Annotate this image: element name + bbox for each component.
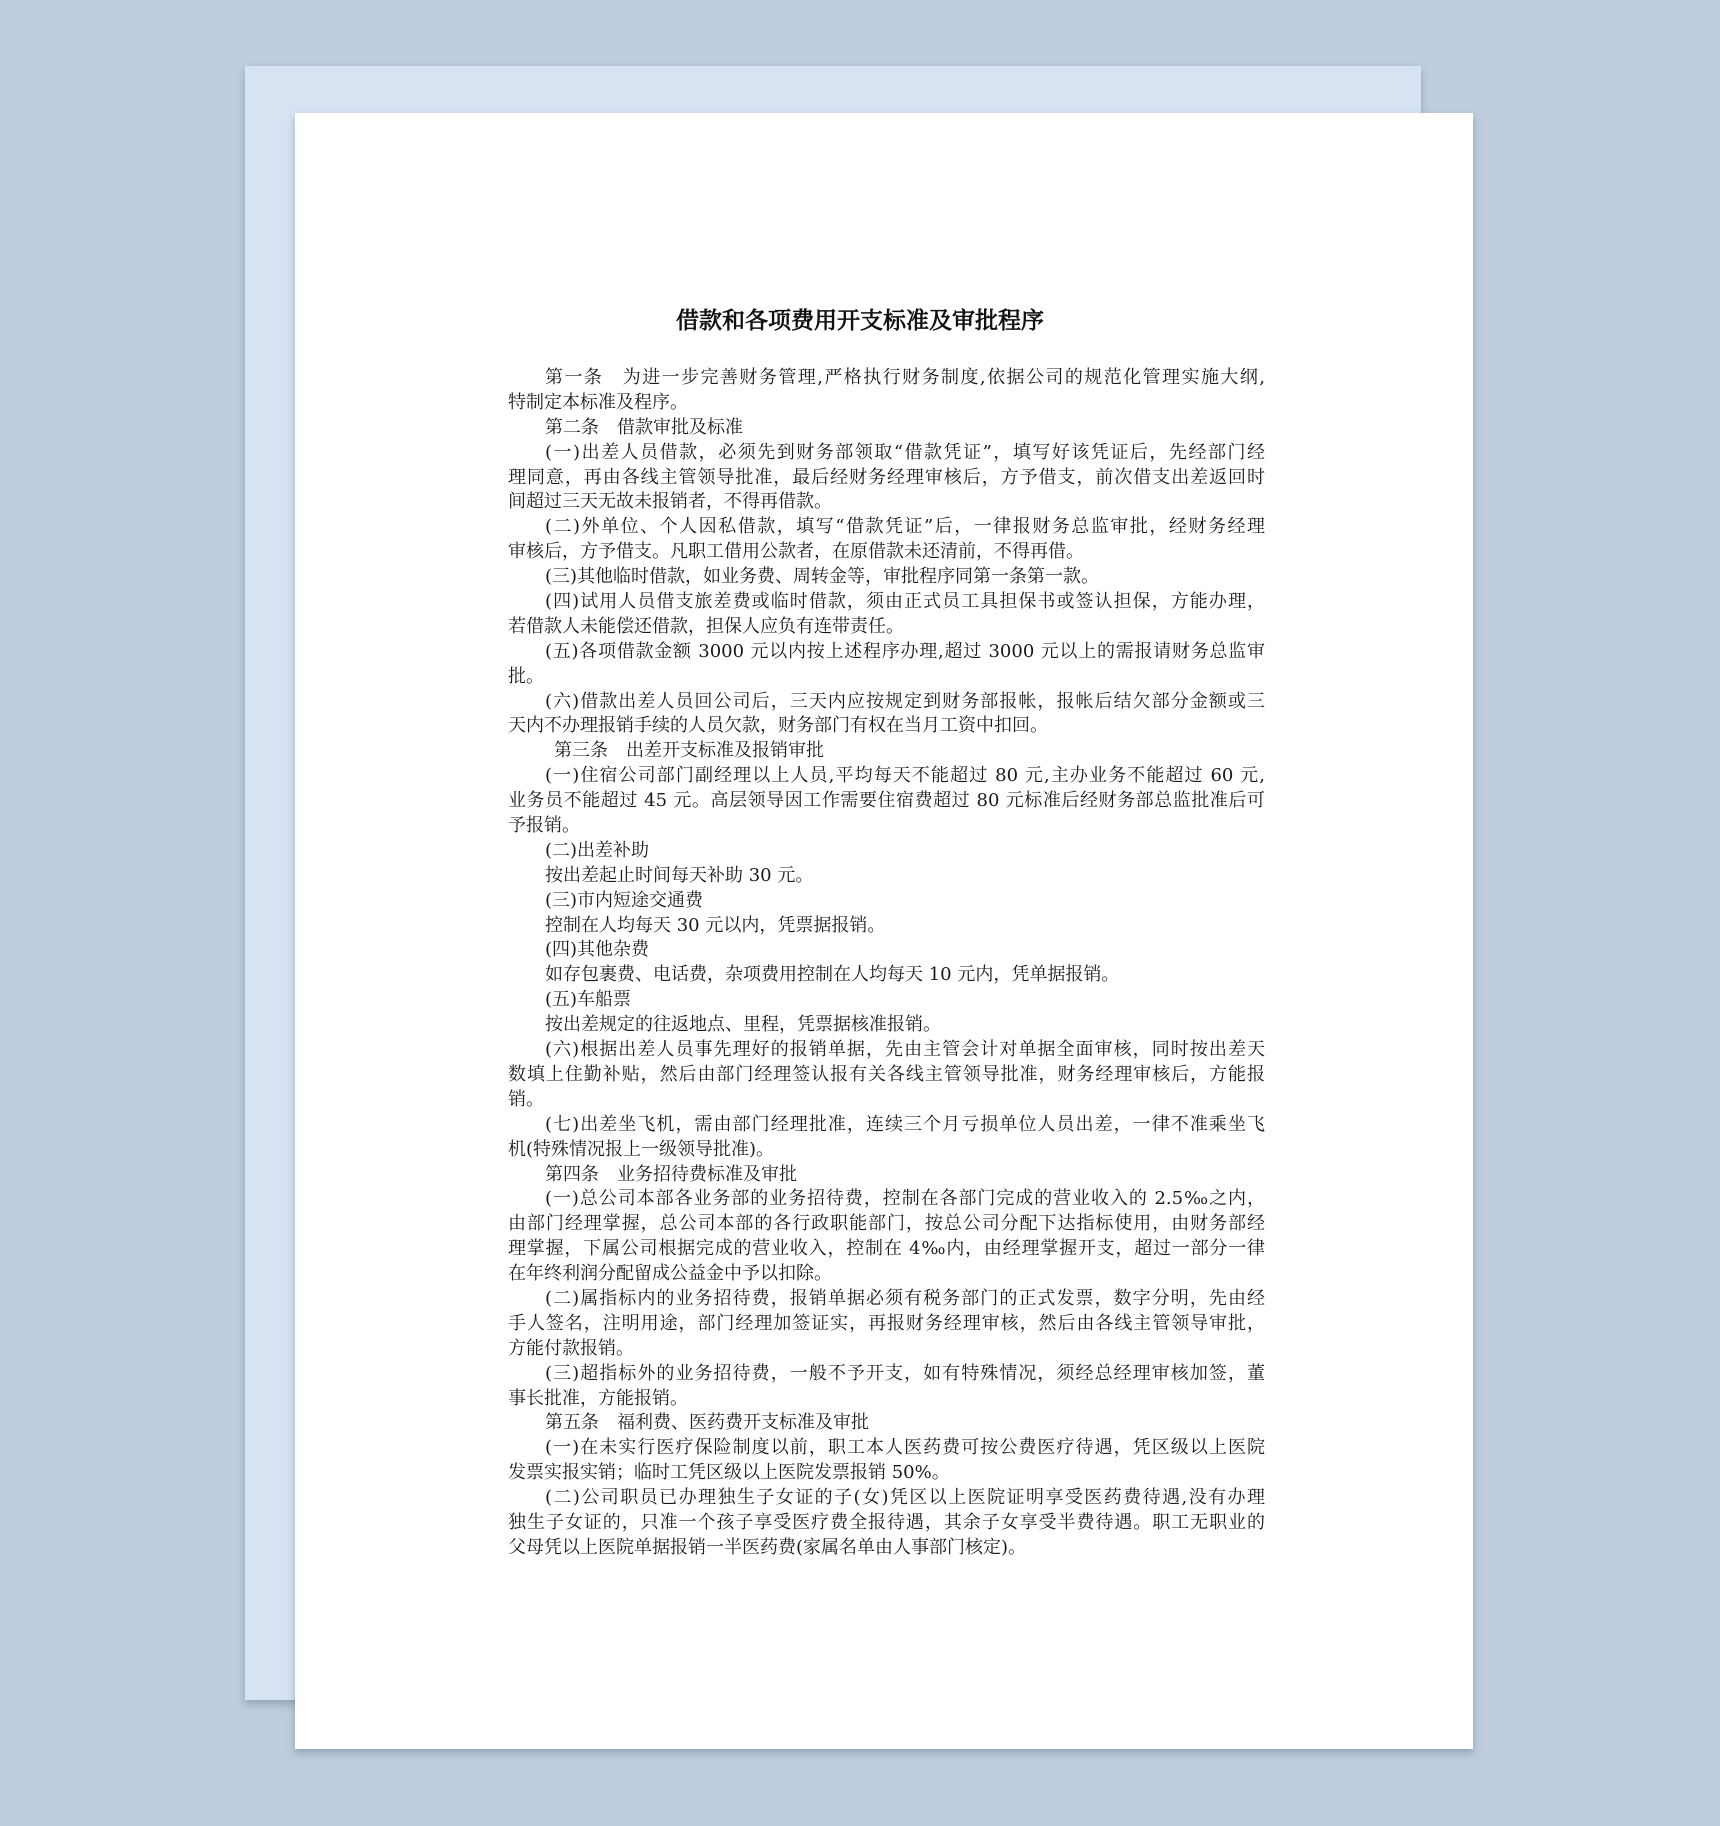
paragraph-line: 在年终利润分配留成公益金中予以扣除。 (508, 1263, 832, 1285)
paragraph (508, 1486, 1265, 1561)
paragraph (508, 914, 1265, 939)
paragraph (508, 1287, 1265, 1362)
paragraph-line: (一)在未实行医疗保险制度以前，职工本人医药费可按公费医疗待遇，凭区级以上医院 (545, 1437, 1265, 1459)
paragraph-line: (二)公司职员已办理独生子女证的子(女)凭区以上医院证明享受医药费待遇,没有办理 (545, 1487, 1265, 1509)
paragraph (508, 1362, 1265, 1412)
paragraph-line: 如存包裹费、电话费，杂项费用控制在人均每天 10 元内，凭单据报销。 (545, 964, 1120, 986)
paragraph-line: 批。 (508, 665, 544, 687)
paragraph (508, 1038, 1265, 1113)
paragraph-line: (二)出差补助 (545, 839, 650, 861)
paragraph-line: 独生子女证的，只准一个孩子享受医疗费全报待遇，其余子女享受半费待遇。职工无职业的 (508, 1511, 1265, 1533)
paragraph (508, 1113, 1265, 1163)
paragraph-line: 控制在人均每天 30 元以内，凭票据报销。 (545, 914, 886, 936)
paragraph-line: 予报销。 (508, 815, 580, 837)
paragraph-line: 理同意，再由各线主管领导批准，最后经财务经理审核后，方予借支，前次借支出差返回时 (508, 466, 1265, 488)
paragraph-line: 发票实报实销；临时工凭区级以上医院发票报销 50%。 (508, 1462, 950, 1484)
paragraph-line: (五)各项借款金额 3000 元以内按上述程序办理,超过 3000 元以上的需报请财务总监审 (545, 640, 1265, 662)
paragraph (508, 988, 1265, 1013)
paragraph (508, 764, 1265, 839)
paragraph-line: (一)总公司本部各业务部的业务招待费，控制在各部门完成的营业收入的 2.5‰之内， (545, 1188, 1265, 1210)
paragraph (508, 366, 1265, 416)
paragraph-line: 数填上住勤补贴，然后由部门经理签认报有关各线主管领导批准，财务经理审核后，方能报 (508, 1063, 1265, 1085)
paragraph-line: 手人签名，注明用途，部门经理加签证实，再报财务经理审核，然后由各线主管领导审批， (508, 1312, 1265, 1334)
paragraph (508, 1163, 1265, 1188)
paragraph (508, 963, 1265, 988)
paragraph-line: 若借款人未能偿还借款，担保人应负有连带责任。 (508, 615, 904, 637)
paragraph (508, 938, 1265, 963)
paragraph-line: 第三条 出差开支标准及报销审批 (554, 740, 824, 762)
paragraph-line: 间超过三天无故未报销者，不得再借款。 (508, 491, 832, 513)
paragraph-line: 第四条 业务招待费标准及审批 (545, 1163, 797, 1185)
paragraph-line: 父母凭以上医院单据报销一半医药费(家属名单由人事部门核定)。 (508, 1536, 1027, 1558)
document-title: 借款和各项费用开支标准及审批程序 (676, 307, 1044, 334)
paragraph-line: 第二条 借款审批及标准 (545, 416, 743, 438)
paragraph-line: (二)属指标内的业务招待费，报销单据必须有税务部门的正式发票，数字分明，先由经 (545, 1287, 1265, 1309)
paragraph (508, 416, 1265, 441)
paragraph (508, 1411, 1265, 1436)
document-body (508, 366, 1265, 1561)
paragraph-line: 事长批准，方能报销。 (508, 1387, 688, 1409)
paragraph (508, 441, 1265, 516)
paragraph-line: (一)住宿公司部门副经理以上人员,平均每天不能超过 80 元,主办业务不能超过 60 元, (545, 765, 1265, 787)
paragraph-line: (四)试用人员借支旅差费或临时借款，须由正式员工具担保书或签认担保，方能办理， (545, 591, 1265, 613)
paragraph-line: (二)外单位、个人因私借款，填写“借款凭证”后，一律报财务总监审批，经财务经理 (545, 516, 1265, 538)
paragraph-line: 销。 (508, 1088, 544, 1110)
paragraph-line: 由部门经理掌握，总公司本部的各行政职能部门，按总公司分配下达指标使用，由财务部经 (508, 1213, 1265, 1235)
paragraph-line: (一)出差人员借款，必须先到财务部领取“借款凭证”，填写好该凭证后，先经部门经 (545, 441, 1265, 463)
paragraph (508, 640, 1265, 690)
paragraph-line: (六)根据出差人员事先理好的报销单据，先由主管会计对单据全面审核，同时按出差天 (545, 1039, 1265, 1061)
paragraph (508, 1436, 1265, 1486)
paragraph-line: 业务员不能超过 45 元。高层领导因工作需要住宿费超过 80 元标准后经财务部总监批准后可 (508, 790, 1265, 812)
paragraph (508, 739, 1265, 764)
paragraph-line: 第一条 为进一步完善财务管理,严格执行财务制度,依据公司的规范化管理实施大纲, (545, 367, 1265, 388)
paragraph (508, 590, 1265, 640)
paragraph-line: 天内不办理报销手续的人员欠款，财务部门有权在当月工资中扣回。 (508, 715, 1048, 737)
paragraph (508, 1013, 1265, 1038)
paragraph-line: 理掌握，下属公司根据完成的营业收入，控制在 4‰内，由经理掌握开支，超过一部分一律 (508, 1238, 1265, 1260)
paragraph-line: (三)其他临时借款，如业务费、周转金等，审批程序同第一条第一款。 (545, 566, 1100, 588)
paragraph (508, 839, 1265, 864)
paragraph-line: (六)借款出差人员回公司后，三天内应按规定到财务部报帐，报帐后结欠部分金额或三 (545, 690, 1265, 712)
paragraph (508, 690, 1265, 740)
paragraph-line: (七)出差坐飞机，需由部门经理批准，连续三个月亏损单位人员出差，一律不准乘坐飞 (545, 1113, 1265, 1135)
paragraph-line: (四)其他杂费 (545, 939, 650, 961)
paragraph-line: 特制定本标准及程序。 (508, 391, 688, 413)
paragraph (508, 889, 1265, 914)
paragraph (508, 864, 1265, 889)
paragraph (508, 515, 1265, 565)
paragraph-line: 第五条 福利费、医药费开支标准及审批 (545, 1412, 869, 1434)
paragraph-line: 按出差起止时间每天补助 30 元。 (545, 864, 814, 886)
paragraph (508, 1187, 1265, 1287)
paragraph-line: (三)超指标外的业务招待费，一般不予开支，如有特殊情况，须经总经理审核加签，董 (545, 1362, 1265, 1384)
paragraph-line: 方能付款报销。 (508, 1337, 634, 1359)
paragraph-line: 审核后，方予借支。凡职工借用公款者，在原借款未还清前，不得再借。 (508, 541, 1084, 563)
paragraph-line: 机(特殊情况报上一级领导批准)。 (508, 1138, 775, 1160)
paragraph (508, 565, 1265, 590)
paragraph-line: (三)市内短途交通费 (545, 889, 704, 911)
paragraph-line: 按出差规定的往返地点、里程，凭票据核准报销。 (545, 1014, 941, 1036)
paragraph-line: (五)车船票 (545, 989, 632, 1011)
